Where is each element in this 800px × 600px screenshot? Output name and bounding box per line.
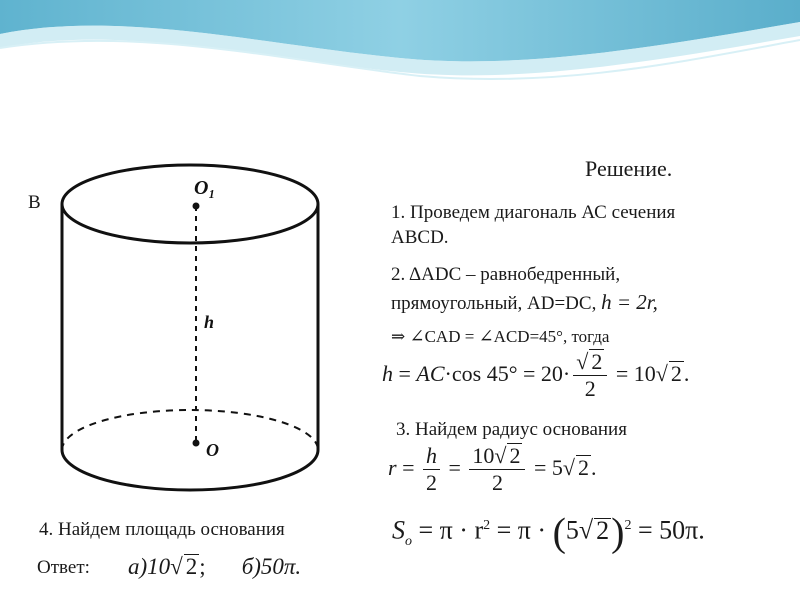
step2-line3-a: CAD = — [424, 327, 479, 346]
paren-open-icon: ( — [552, 509, 566, 555]
f1-ac: AC — [416, 361, 445, 386]
f1-radicand: 2 — [670, 361, 682, 386]
step2-line3-b: ACD=45°, тогда — [493, 327, 610, 346]
f1-dot: · — [444, 361, 452, 386]
f3-sub: o — [405, 533, 412, 549]
f1-eq2: = 20· — [517, 361, 571, 386]
f2-eq1: = — [396, 455, 420, 480]
f2-radicand: 2 — [577, 455, 589, 480]
label-o: O — [206, 440, 219, 460]
header-wave-decoration — [0, 0, 800, 90]
f2-eq2: = — [442, 455, 467, 480]
f3-eq3: = 50π. — [631, 515, 705, 545]
f2-lhs: r — [388, 455, 397, 480]
f3-lhs: S — [392, 515, 405, 545]
f1-lhs: h — [382, 361, 393, 386]
paren-close-icon: ) — [611, 509, 625, 555]
f2-fraction1 — [423, 443, 440, 496]
step2-line2-math: h = 2r, — [601, 290, 658, 314]
f2-eq3: = 5 — [528, 455, 563, 480]
solution-heading: Решение. — [585, 156, 673, 181]
f3-sup: 2 — [483, 518, 491, 533]
step4-text: 4. Найдем площадь основания — [39, 519, 285, 540]
f1-end: . — [683, 361, 690, 386]
f1-eq1: = — [393, 361, 417, 386]
f3-inner-coef: 5 — [565, 515, 579, 545]
answer-b: б)50π. — [241, 554, 302, 579]
f3-eq1: = π · r — [412, 515, 484, 545]
f3-outer-sup: 2 — [624, 518, 632, 533]
step2-line2-text: прямоугольный, AD=DC, — [391, 293, 597, 314]
edge-letter-b: B — [28, 192, 41, 213]
answer-a-radicand: 2 — [185, 554, 198, 579]
label-o1: O₁ — [194, 177, 216, 199]
step1-line1: 1. Проведем диагональ АС сечения — [391, 202, 676, 223]
center-top-point — [193, 203, 200, 210]
f3-eq2: = π · — [490, 515, 553, 545]
center-bottom-point — [193, 440, 200, 447]
formula-height: h = AC·cos 45° = 20· $\frac{√ 2}{2}$ = 10√ 2. — [382, 349, 690, 402]
cylinder-figure — [28, 140, 348, 500]
answer-label: Ответ: — [37, 557, 90, 578]
f1-eq3: = 10 — [610, 361, 656, 386]
answer-sep: ; — [199, 554, 206, 579]
f3-inner-radicand: 2 — [596, 515, 610, 545]
angle-icon: ∠ — [478, 326, 494, 346]
f2-den2: 2 — [491, 470, 503, 496]
f1-den: 2 — [584, 376, 596, 402]
implies-arrow: ⇒ — [391, 327, 406, 346]
f1-cos: cos 45° — [451, 361, 518, 386]
f2-num2-coef: 10 — [472, 443, 495, 469]
f2-end: . — [590, 455, 597, 480]
angle-icon: ∠ — [409, 326, 425, 346]
f1-fraction: $\frac{√ 2}{2}$ — [573, 349, 607, 402]
f2-fraction2: $\frac{10√ 2}{2}$ — [469, 443, 525, 496]
formula-area: $S_o = \pi \cdot r^2 = \pi \cdot (5√$ 2)$^2$ = 50π. — [392, 509, 705, 555]
answer-a: а)10 — [128, 554, 171, 579]
answer-values: а)10√ 2; б)50π. — [128, 554, 302, 579]
f1-num-radicand: 2 — [591, 349, 603, 375]
f2-den1: 2 — [425, 470, 437, 496]
f2-num2-radicand: 2 — [509, 443, 521, 469]
step3-text: 3. Найдем радиус основания — [396, 419, 627, 440]
step2-line2 — [391, 290, 658, 316]
f2-num1: h — [423, 443, 440, 470]
label-h: h — [204, 312, 215, 332]
step1-line2: ABCD. — [391, 227, 449, 248]
formula-radius: r = $\frac{h}{2}$ = $\frac{10√ 2}{2}$ = 5√ 2. — [388, 443, 597, 496]
step2-line1: 2. ΔADC – равнобедренный, — [391, 264, 621, 285]
